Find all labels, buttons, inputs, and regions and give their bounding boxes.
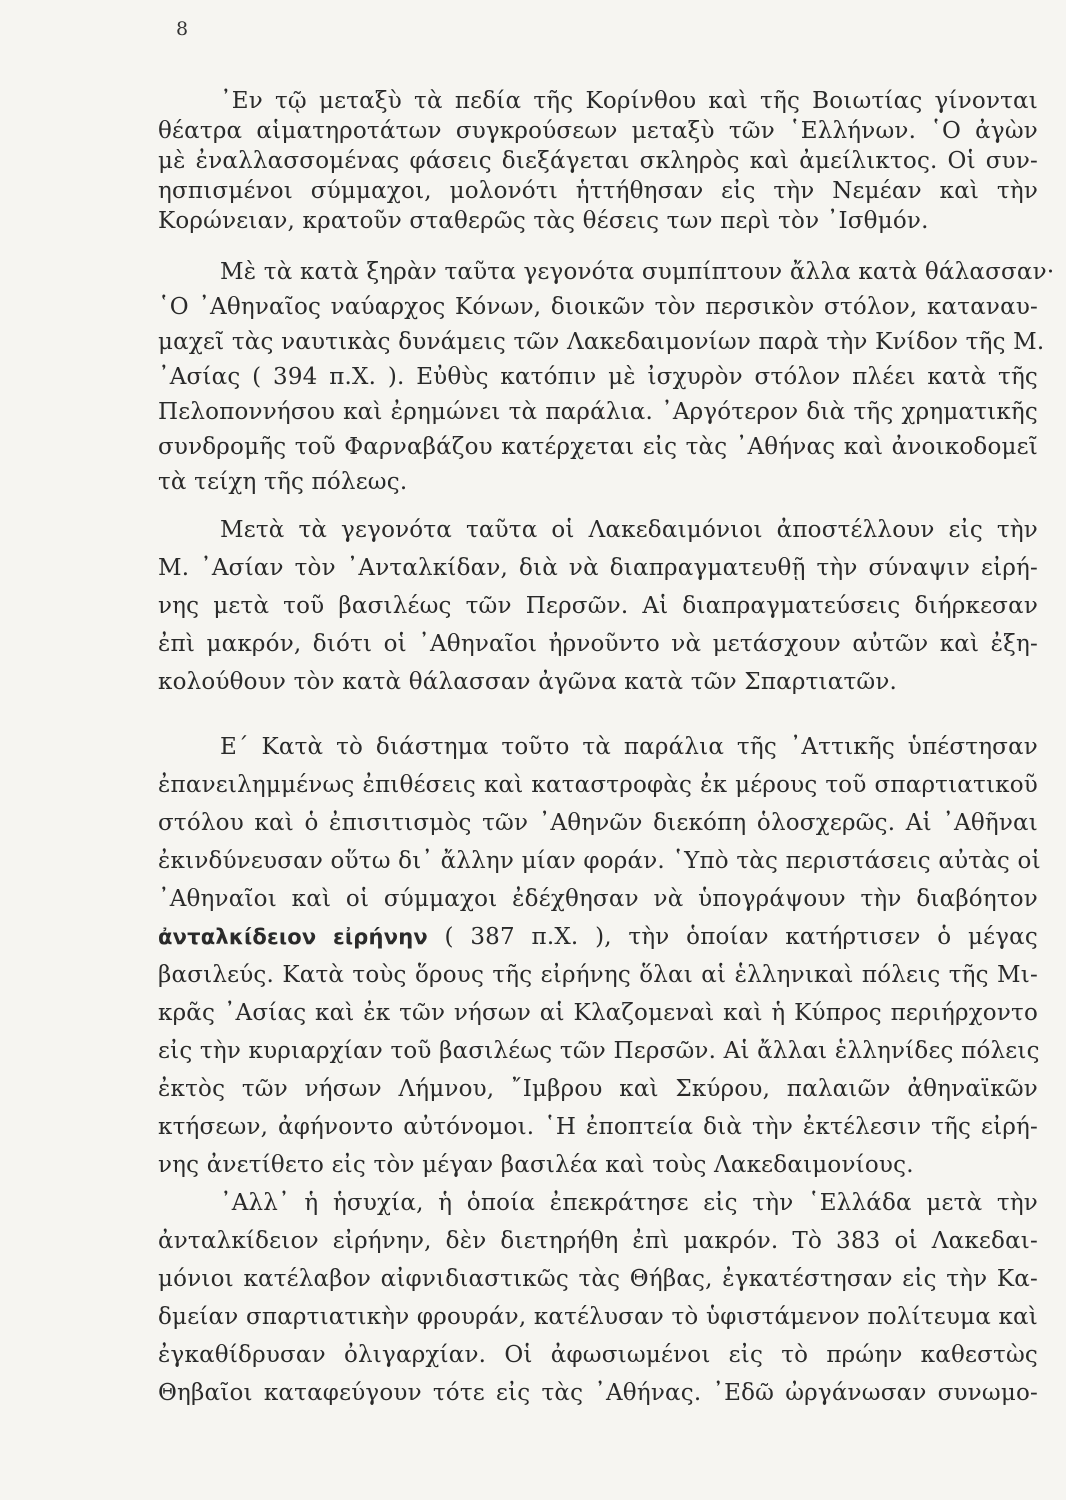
text-line: Πελοποννήσου καὶ ἐρημώνει τὰ παράλια. ᾿Αργότερον διὰ τῆς χρηματικῆς xyxy=(158,399,1038,425)
text-line: ῾Ο ᾿Αθηναῖος ναύαρχος Κόνων, διοικῶν τὸν περσικὸν στόλον, καταναυ- xyxy=(158,294,1038,320)
text-line: ἀνταλκίδειον εἰρήνην, δὲν διετηρήθη ἐπὶ μακρόν. Τὸ 383 οἱ Λακεδαι- xyxy=(158,1228,1038,1254)
text-line: μὲ ἐναλλασσομένας φάσεις διεξάγεται σκληρὸς καὶ ἀμείλικτος. Οἱ συν- xyxy=(158,148,1038,174)
text-line: Ε΄ Κατὰ τὸ διάστημα τοῦτο τὰ παράλια τῆς ᾿Αττικῆς ὑπέστησαν xyxy=(220,734,1038,760)
text-line: ᾿Ασίας ( 394 π.Χ. ). Εὐθὺς κατόπιν μὲ ἰσχυρὸν στόλον πλέει κατὰ τῆς xyxy=(158,364,1038,390)
text-line: νης μετὰ τοῦ βασιλέως τῶν Περσῶν. Αἱ διαπραγματεύσεις διήρκεσαν xyxy=(158,593,1038,619)
text-line: ἐκτὸς τῶν νήσων Λήμνου, ῎Ιμβρου καὶ Σκύρου, παλαιῶν ἀθηναϊκῶν xyxy=(158,1076,1038,1102)
page-number: 8 xyxy=(176,18,189,40)
text-line: μόνιοι κατέλαβον αἰφνιδιαστικῶς τὰς Θήβας, ἐγκατέστησαν εἰς τὴν Κα- xyxy=(158,1266,1038,1292)
text-line: ησπισμένοι σύμμαχοι, μολονότι ἡττήθησαν εἰς τὴν Νεμέαν καὶ τὴν xyxy=(158,178,1038,204)
text-line: εἰς τὴν κυριαρχίαν τοῦ βασιλέως τῶν Περσῶν. Αἱ ἄλλαι ἑλληνίδες πόλεις xyxy=(158,1038,1040,1064)
text-line: κτήσεων, ἀφήνοντο αὐτόνομοι. ῾Η ἐποπτεία διὰ τὴν ἐκτέλεσιν τῆς εἰρή- xyxy=(158,1114,1038,1140)
text-line: ἐπανειλημμένως ἐπιθέσεις καὶ καταστροφὰς ἐκ μέρους τοῦ σπαρτιατικοῦ xyxy=(158,772,1038,798)
text-line: Μετὰ τὰ γεγονότα ταῦτα οἱ Λακεδαιμόνιοι ἀποστέλλουν εἰς τὴν xyxy=(220,517,1038,543)
text-line: ᾿Αλλ᾿ ἡ ἡσυχία, ἡ ὁποία ἐπεκράτησε εἰς τὴν ῾Ελλάδα μετὰ τὴν xyxy=(220,1190,1038,1216)
text-line: στόλου καὶ ὁ ἐπισιτισμὸς τῶν ᾿Αθηνῶν διεκόπη ὁλοσχερῶς. Αἱ ᾿Αθῆναι xyxy=(158,810,1038,836)
text-line: Μὲ τὰ κατὰ ξηρὰν ταῦτα γεγονότα συμπίπτουν ἄλλα κατὰ θάλασσαν· xyxy=(220,259,1055,285)
text-line: ἐγκαθίδρυσαν ὀλιγαρχίαν. Οἱ ἀφωσιωμένοι εἰς τὸ πρώην καθεστὼς xyxy=(158,1342,1038,1368)
text-line: νης ἀνετίθετο εἰς τὸν μέγαν βασιλέα καὶ τοὺς Λακεδαιμονίους. xyxy=(158,1152,914,1178)
text-line xyxy=(158,922,1038,952)
text-line: τὰ τείχη τῆς πόλεως. xyxy=(158,469,408,495)
text-line: ἐπὶ μακρόν, διότι οἱ ᾿Αθηναῖοι ἠρνοῦντο νὰ μετάσχουν αὐτῶν καὶ ἐξη- xyxy=(158,631,1038,657)
text-line: ᾿Αθηναῖοι καὶ οἱ σύμμαχοι ἐδέχθησαν νὰ ὑπογράψουν τὴν διαβόητον xyxy=(158,886,1038,912)
text-line: ἐκινδύνευσαν οὕτω δι᾿ ἄλλην μίαν φοράν. ῾Υπὸ τὰς περιστάσεις αὐτὰς οἱ xyxy=(158,848,1041,874)
text-line: ᾿Εν τῷ μεταξὺ τὰ πεδία τῆς Κορίνθου καὶ τῆς Βοιωτίας γίνονται xyxy=(220,88,1038,114)
text-line: Θηβαῖοι καταφεύγουν τότε εἰς τὰς ᾿Αθήνας. ᾿Εδῶ ὠργάνωσαν συνωμο- xyxy=(158,1380,1038,1406)
bold-term: ἀνταλκίδειον εἰρήνην xyxy=(158,925,428,949)
text-line: Κορώνειαν, κρατοῦν σταθερῶς τὰς θέσεις των περὶ τὸν ᾿Ισθμόν. xyxy=(158,208,929,234)
text-line: Μ. ᾿Ασίαν τὸν ᾿Ανταλκίδαν, διὰ νὰ διαπραγματευθῇ τὴν σύναψιν εἰρή- xyxy=(158,555,1038,581)
text-line: συνδρομῆς τοῦ Φαρναβάζου κατέρχεται εἰς τὰς ᾿Αθήνας καὶ ἀνοικοδομεῖ xyxy=(158,434,1038,460)
text-line: μαχεῖ τὰς ναυτικὰς δυνάμεις τῶν Λακεδαιμονίων παρὰ τὴν Κνίδον τῆς Μ. xyxy=(158,329,1045,355)
text-line: κρᾶς ᾿Ασίας καὶ ἐκ τῶν νήσων αἱ Κλαζομεναὶ καὶ ἡ Κύπρος περιήρχοντο xyxy=(158,1000,1038,1026)
text-line-rest: ( 387 π.Χ. ), τὴν ὁποίαν κατήρτισεν ὁ μέγας xyxy=(444,924,1038,950)
text-line: δμείαν σπαρτιατικὴν φρουράν, κατέλυσαν τὸ ὑφιστάμενον πολίτευμα καὶ xyxy=(158,1304,1038,1330)
text-line: θέατρα αἱματηροτάτων συγκρούσεων μεταξὺ τῶν ῾Ελλήνων. ῾Ο ἀγὼν xyxy=(158,118,1038,144)
text-line: κολούθουν τὸν κατὰ θάλασσαν ἀγῶνα κατὰ τῶν Σπαρτιατῶν. xyxy=(158,669,898,695)
text-line: βασιλεύς. Κατὰ τοὺς ὅρους τῆς εἰρήνης ὅλαι αἱ ἑλληνικαὶ πόλεις τῆς Μι- xyxy=(158,962,1038,988)
